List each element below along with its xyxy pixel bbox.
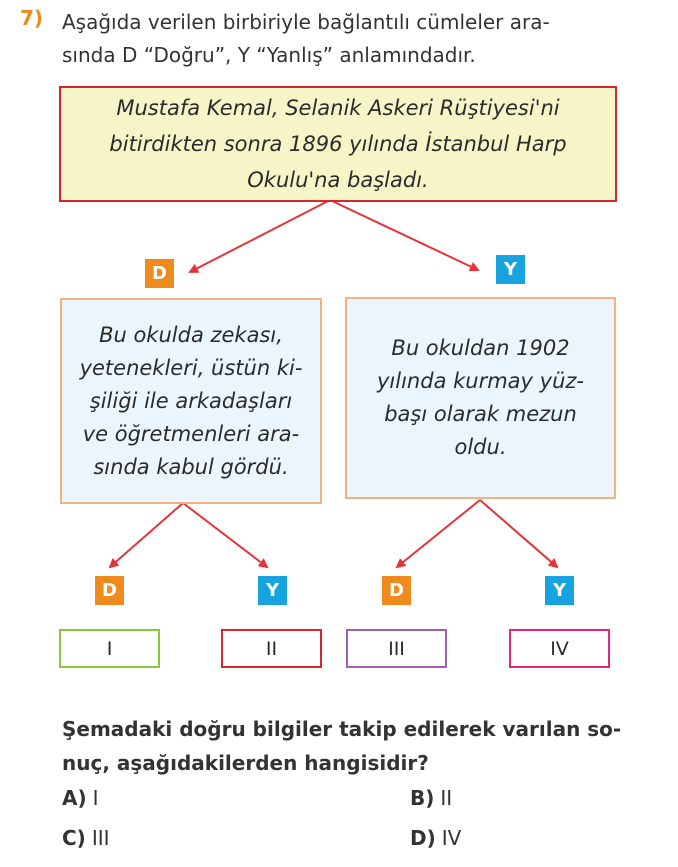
option-d-letter: D) (410, 826, 436, 850)
option-a[interactable] (62, 786, 99, 810)
question-number: 7) (20, 6, 44, 30)
left-statement-line-3: şiliği ile arkadaşları (89, 388, 293, 413)
left-statement-line-2: yetenekleri, üstün ki- (79, 355, 303, 380)
badge-d-top: D (145, 259, 174, 288)
option-a-text: I (92, 786, 99, 810)
option-b[interactable] (410, 786, 452, 810)
right-statement-line-4: oldu. (454, 435, 507, 459)
right-statement-line-3: başı olarak mezun (384, 402, 577, 426)
top-statement-line-1: Mustafa Kemal, Selanik Askeri Rüştiyesi'ni (116, 96, 560, 120)
outcome-box-2: II (221, 629, 322, 668)
top-statement-line-2: bitirdikten sonra 1896 yılında İstanbul Harp (109, 132, 567, 156)
option-d-text: IV (441, 826, 462, 850)
option-c-letter: C) (62, 826, 86, 850)
option-d[interactable] (410, 826, 461, 850)
left-statement-box (60, 298, 322, 504)
left-statement-line-4: ve öğretmenleri ara- (82, 421, 300, 446)
arrow-right-to-y (480, 500, 557, 567)
outcome-box-1: I (59, 629, 160, 668)
option-b-letter: B) (410, 786, 435, 810)
question-line-2: nuç, aşağıdakilerden hangisidir? (62, 751, 429, 775)
left-statement-line-5: sında kabul gördü. (93, 454, 289, 479)
badge-y-top: Y (496, 255, 525, 284)
left-statement-line-1: Bu okulda zekası, (99, 322, 283, 347)
badge-d-right: D (382, 576, 411, 605)
option-b-text: II (440, 786, 453, 810)
intro-line-2: sında D “Doğru”, Y “Yanlış” anlamındadır. (62, 43, 476, 67)
top-statement-box (59, 86, 617, 202)
option-a-letter: A) (62, 786, 87, 810)
question-text (62, 712, 662, 780)
arrow-right-to-d (397, 500, 480, 567)
arrow-left-to-y (183, 503, 267, 567)
option-c-text: III (91, 826, 110, 850)
badge-d-left: D (95, 576, 124, 605)
top-statement-line-3: Okulu'na başladı. (247, 168, 429, 192)
question-line-1: Şemadaki doğru bilgiler takip edilerek varılan so- (62, 717, 622, 741)
option-c[interactable] (62, 826, 110, 850)
intro-text (62, 6, 662, 72)
right-statement-line-1: Bu okuldan 1902 (391, 336, 570, 360)
right-statement-line-2: yılında kurmay yüz- (377, 369, 584, 393)
intro-line-1: Aşağıda verilen birbiriyle bağlantılı cümleler ara- (62, 10, 550, 34)
arrow-top-to-d (190, 200, 330, 272)
arrow-left-to-d (110, 503, 183, 567)
badge-y-right: Y (545, 576, 574, 605)
arrow-top-to-y (330, 200, 478, 270)
outcome-box-3: III (346, 629, 447, 668)
right-statement-box (345, 297, 616, 499)
badge-y-left: Y (258, 576, 287, 605)
outcome-box-4: IV (509, 629, 610, 668)
